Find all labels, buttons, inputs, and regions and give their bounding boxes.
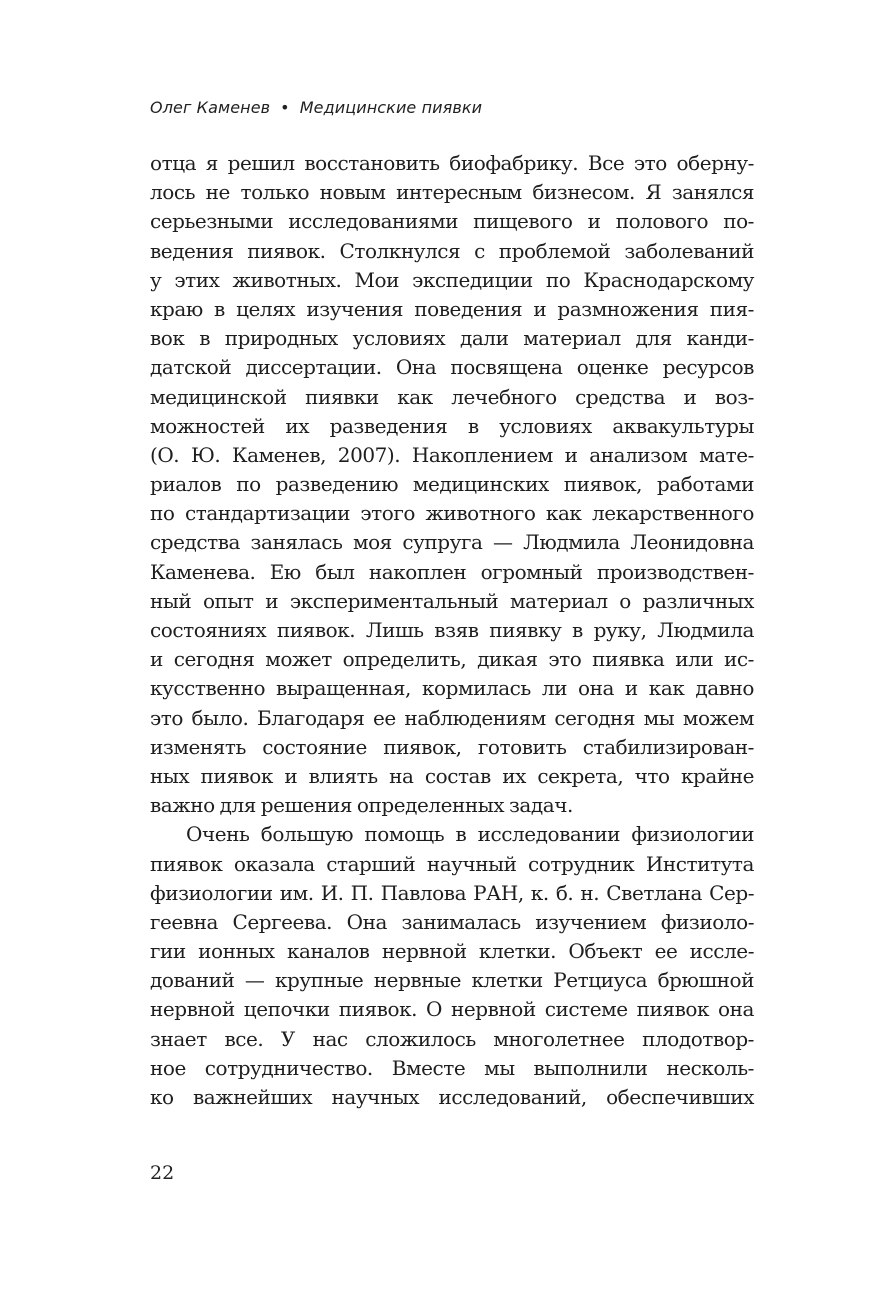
paragraph-1 [150,149,754,820]
text-line: можностей их разведения в условиях аквакультуры [150,413,754,438]
text-line: ных пиявок и влиять на состав их секрета, что крайне [150,763,754,788]
text-line: это было. Благодаря ее наблюдениям сегодня мы можем [150,705,754,730]
text-line: лось не только новым интересным бизнесом. Я занялся [150,180,754,205]
text-line: гии ионных каналов нервной клетки. Объект ее иссле- [150,939,754,964]
text-line: геевна Сергеева. Она занималась изучением физиоло- [150,909,754,934]
text-line: ное сотрудничество. Вместе мы выполнили несколь- [150,1055,754,1080]
text-line: средства занялась моя супруга — Людмила Леонидовна [150,530,754,555]
text-line: ведения пиявок. Столкнулся с проблемой заболеваний [150,238,754,263]
text-line: ный опыт и экспериментальный материал о различных [150,588,754,613]
header-separator: • [280,98,290,117]
header-book-title: Медицинские пиявки [299,98,483,117]
text-line: ко важнейших научных исследований, обеспечивших [150,1085,754,1109]
running-head [150,98,482,117]
text-line: отца я решил восстановить биофабрику. Все это оберну- [150,151,754,175]
text-line: серьезными исследованиями пищевого и полового по- [150,209,754,234]
text-line: нервной цепочки пиявок. О нервной системе пиявок она [150,997,754,1022]
text-line: изменять состояние пиявок, готовить стабилизирован- [150,734,754,759]
page-number: 22 [150,1162,175,1184]
body-text [150,149,754,1112]
text-line: по стандартизации этого животного как лекарственного [150,501,754,526]
text-line: кусственно выращенная, кормилась ли она и как давно [150,676,754,701]
text-line: датской диссертации. Она посвящена оценке ресурсов [150,355,754,380]
text-line: краю в целях изучения поведения и размножения пия- [150,296,754,321]
paragraph-2 [150,820,754,1112]
text-line: медицинской пиявки как лечебного средства и воз- [150,384,754,409]
text-line: и сегодня может определить, дикая это пиявка или ис- [150,647,754,672]
text-line: физиологии им. И. П. Павлова РАН, к. б. н. Светлана Сер- [150,880,754,905]
text-line: дований — крупные нервные клетки Ретциуса брюшной [150,968,754,993]
text-line: (О. Ю. Каменев, 2007). Накоплением и анализом мате- [150,442,754,467]
text-line: пиявок оказала старший научный сотрудник Института [150,851,754,876]
header-author: Олег Каменев [150,98,271,117]
text-line: важно для решения определенных задач. [150,793,573,818]
text-line: состояниях пиявок. Лишь взяв пиявку в руку, Людмила [150,618,754,642]
text-line: знает все. У нас сложилось многолетнее плодотвор- [150,1026,754,1051]
text-line: Каменева. Ею был накоплен огромный производствен- [150,559,754,584]
text-line: Очень большую помощь в исследовании физиологии [186,822,754,847]
text-line: вок в природных условиях дали материал для канди- [150,326,754,351]
text-line: риалов по разведению медицинских пиявок, работами [150,472,754,497]
text-line: у этих животных. Мои экспедиции по Краснодарскому [150,267,754,292]
